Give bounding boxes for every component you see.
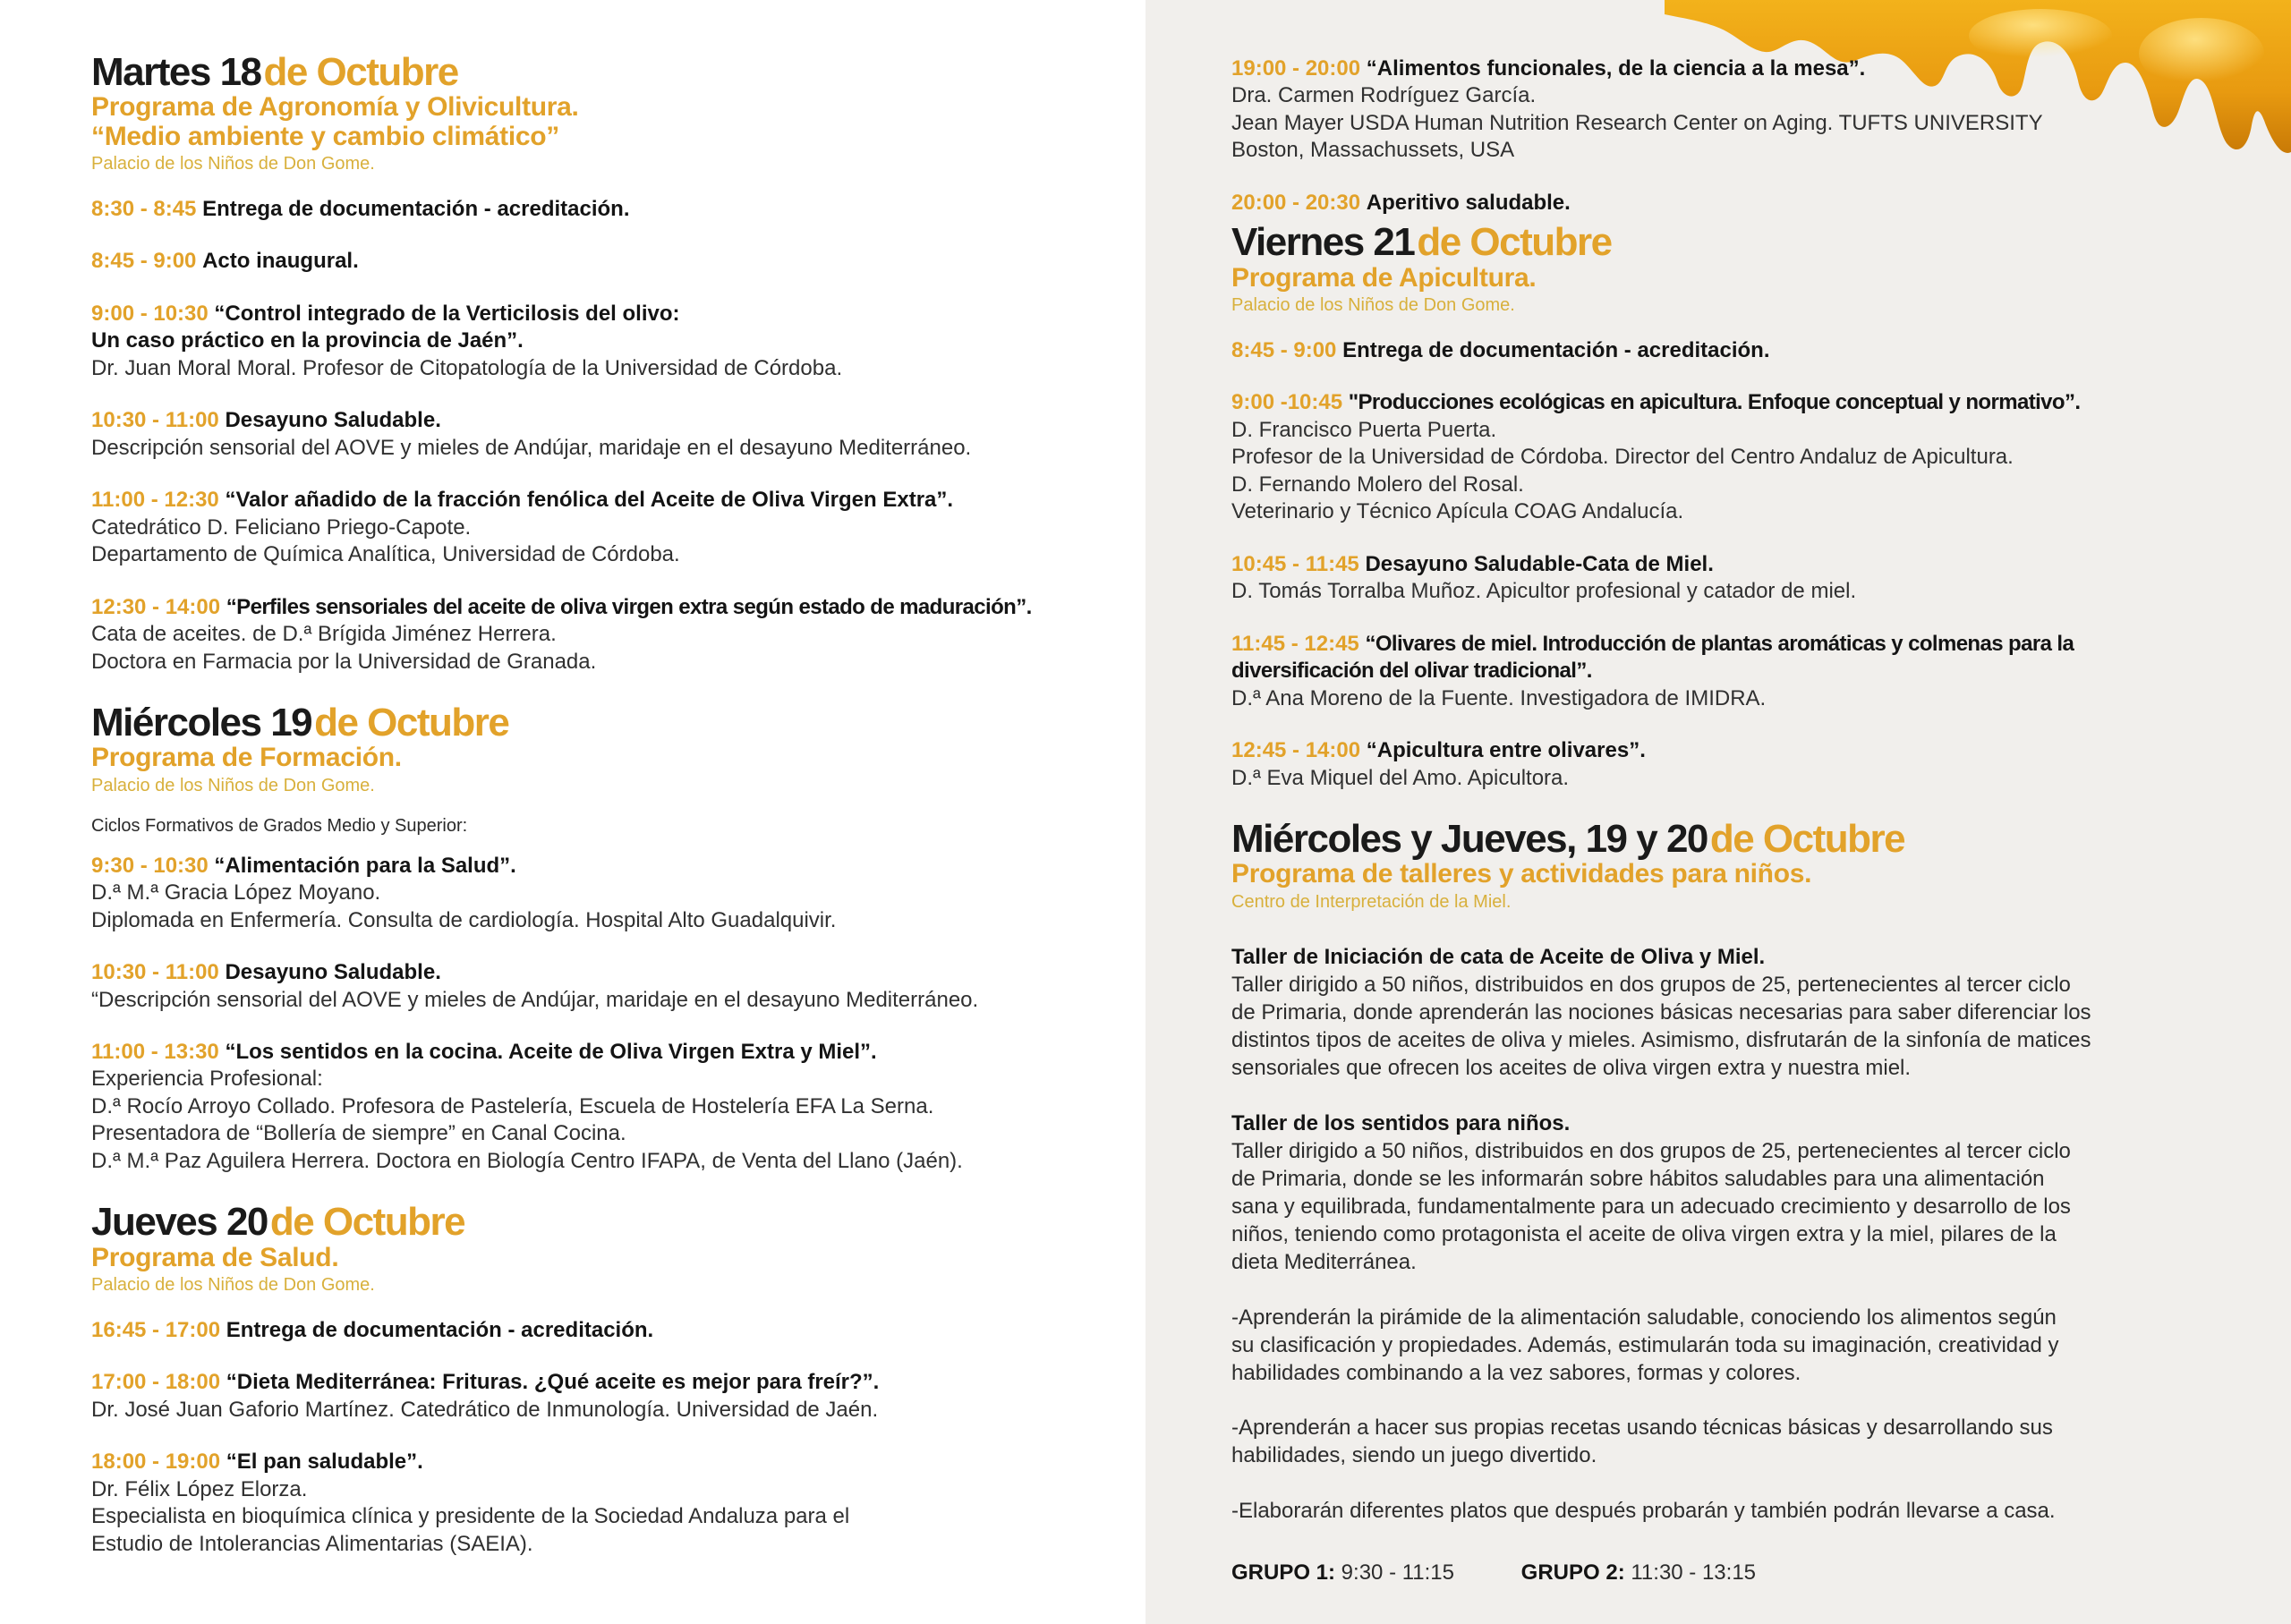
workshop-block: Taller de Iniciación de cata de Aceite de Oliva y Miel. Taller dirigido a 50 niños, distribuidos en dos grupos de 25, pertenecientes al tercer ciclo de Primaria, donde aprenderán las nociones básicas necesarias para saber diferenciar los distintos tipos de aceites de oliva y mieles. Asimismo, disfrutarán de la sinfonía de matices sensoriales que ofrecen los aceites de oliva virgen extra y nuestra miel. [1231,944,2091,1081]
schedule-item: 9:30 - 10:30 “Alimentación para la Salud”. D.ª M.ª Gracia López Moyano. Diplomada en Enfermería. Consulta de cardiología. Hospital Alto Guadalquivir. [91,853,837,932]
right-column [1231,55,2198,1586]
schedule-item: 10:30 - 11:00 Desayuno Saludable. “Descripción sensorial del AOVE y mieles de Andújar, maridaje en el desayuno Mediterráneo. [91,960,979,1012]
schedule-item: 8:45 - 9:00 Acto inaugural. [91,249,359,274]
schedule-item: 18:00 - 19:00 “El pan saludable”. Dr. Félix López Elorza. Especialista en bioquímica clínica y presidente de la Sociedad Andaluza para el Estudio de Intolerancias Alimentarias (SAEIA). [91,1450,850,1556]
day-heading-miercoles-jueves: Miércoles y Jueves, 19 y 20 de Octubre [1231,817,1905,862]
venue-text: Centro de Interpretación de la Miel. [1231,891,1512,912]
activity-bullet: -Aprenderán a hacer sus propias recetas usando técnicas básicas y desarrollando sus habilidades, siendo un juego divertido. [1231,1416,2053,1468]
venue-text: Palacio de los Niños de Don Gome. [1231,294,1515,315]
group-1: GRUPO 1: 9:30 - 11:15 [1231,1560,1454,1585]
schedule-item: 16:45 - 17:00 Entrega de documentación - acreditación. [91,1317,654,1342]
schedule-item: 9:00 - 10:30 “Control integrado de la Verticilosis del olivo: Un caso práctico en la provincia de Jaén”. Dr. Juan Moral Moral. Profesor de Citopatología de la Universidad de Córdoba. [91,301,843,380]
workshop-block: Taller de los sentidos para niños. Taller dirigido a 50 niños, distribuidos en dos grupos de 25, pertenecientes al tercer ciclo de Primaria, donde se les informarán sobre hábitos saludables para una alimentación sana y equilibrada, fundamentalmente para un adecuado crecimiento y desarrollo de los niños, teniendo como protagonista el aceite de oliva virgen extra y la miel, pilares de la dieta Mediterránea. [1231,1110,2071,1275]
left-column [91,52,1120,1558]
day-heading-martes: Martes 18 de Octubre [91,50,458,94]
schedule-item: 17:00 - 18:00 “Dieta Mediterránea: Frituras. ¿Qué aceite es mejor para freír?”. Dr. José Juan Gaforio Martínez. Catedrático de Inmunología. Universidad de Jaén. [91,1370,880,1422]
schedule-item: 10:30 - 11:00 Desayuno Saludable. Descripción sensorial del AOVE y mieles de Andújar, maridaje en el desayuno Mediterráneo. [91,408,972,460]
program-title: Programa de talleres y actividades para niños. [1231,859,1812,889]
schedule-item: 11:00 - 12:30 “Valor añadido de la fracción fenólica del Aceite de Oliva Virgen Extra”. Catedrático D. Feliciano Priego-Capote. Departamento de Química Analítica, Universidad de Córdoba. [91,488,954,567]
schedule-item: 11:00 - 13:30 “Los sentidos en la cocina. Aceite de Oliva Virgen Extra y Miel”. Experiencia Profesional: D.ª Rocío Arroyo Collado. Profesora de Pastelería, Escuela de Hostelería EFA La Serna. Presentadora de “Bollería de siempre” en Canal Cocina. D.ª M.ª Paz Aguilera Herrera. Doctora en Biología Centro IFAPA, de Venta del Llano (Jaén). [91,1039,963,1173]
schedule-item: 9:00 -10:45 "Producciones ecológicas en apicultura. Enfoque conceptual y normativo”. D. Francisco Puerta Puerta. Profesor de la Universidad de Córdoba. Director del Centro Andaluz de Apicultura. D. Fernando Molero del Rosal. Veterinario y Técnico Apícula COAG Andalucía. [1231,390,2081,524]
schedule-item: 8:30 - 8:45 Entrega de documentación - acreditación. [91,196,630,221]
group-2: GRUPO 2: 11:30 - 13:15 [1520,1560,1757,1585]
venue-text: Palacio de los Niños de Don Gome. [91,153,375,174]
program-subtitle: “Medio ambiente y cambio climático” [91,121,559,151]
schedule-item: 19:00 - 20:00 “Alimentos funcionales, de la ciencia a la mesa”. Dra. Carmen Rodríguez García. Jean Mayer USDA Human Nutrition Research Center on Aging. TUFTS UNIVERSITY Boston, Massachussets, USA [1231,56,2043,163]
schedule-item: 11:45 - 12:45 “Olivares de miel. Introducción de plantas aromáticas y colmenas para la diversificación del olivar tradicional”. D.ª Ana Moreno de la Fuente. Investigadora de IMIDRA. [1231,631,2074,710]
venue-text: Palacio de los Niños de Don Gome. [91,775,375,795]
schedule-item: 12:45 - 14:00 “Apicultura entre olivares”. D.ª Eva Miquel del Amo. Apicultora. [1231,738,1646,790]
schedule-item: 8:45 - 9:00 Entrega de documentación - acreditación. [1231,337,1770,362]
activity-bullet: -Aprenderán la pirámide de la alimentación saludable, conociendo los alimentos según su clasificación y propiedades. Además, estimularán toda su imaginación, creatividad y habilidades combinando a la vez sabores, formas y colores. [1231,1305,2059,1386]
program-title: Programa de Formación. [91,743,402,773]
day-heading-jueves: Jueves 20 de Octubre [91,1200,465,1245]
venue-text: Palacio de los Niños de Don Gome. [91,1274,375,1295]
day-heading-viernes: Viernes 21 de Octubre [1231,220,1612,265]
day-heading-miercoles: Miércoles 19 de Octubre [91,701,509,745]
program-title: Programa de Apicultura. [1231,262,1537,293]
program-title: Programa de Agronomía y Olivicultura. [91,92,579,123]
schedule-item: 12:30 - 14:00 “Perfiles sensoriales del aceite de oliva virgen extra según estado de maduración”. Cata de aceites. de D.ª Brígida Jiménez Herrera. Doctora en Farmacia por la Universidad de Granada. [91,594,1032,674]
program-title: Programa de Salud. [91,1242,339,1272]
activity-bullet: -Elaborarán diferentes platos que después probarán y también podrán llevarse a casa. [1231,1498,2056,1523]
schedule-item: 20:00 - 20:30 Aperitivo saludable. [1231,190,1571,215]
group-schedule [1231,1560,2198,1586]
intro-text: Ciclos Formativos de Grados Medio y Superior: [91,815,468,836]
schedule-item: 10:45 - 11:45 Desayuno Saludable-Cata de Miel. D. Tomás Torralba Muñoz. Apicultor profesional y catador de miel. [1231,551,1857,604]
